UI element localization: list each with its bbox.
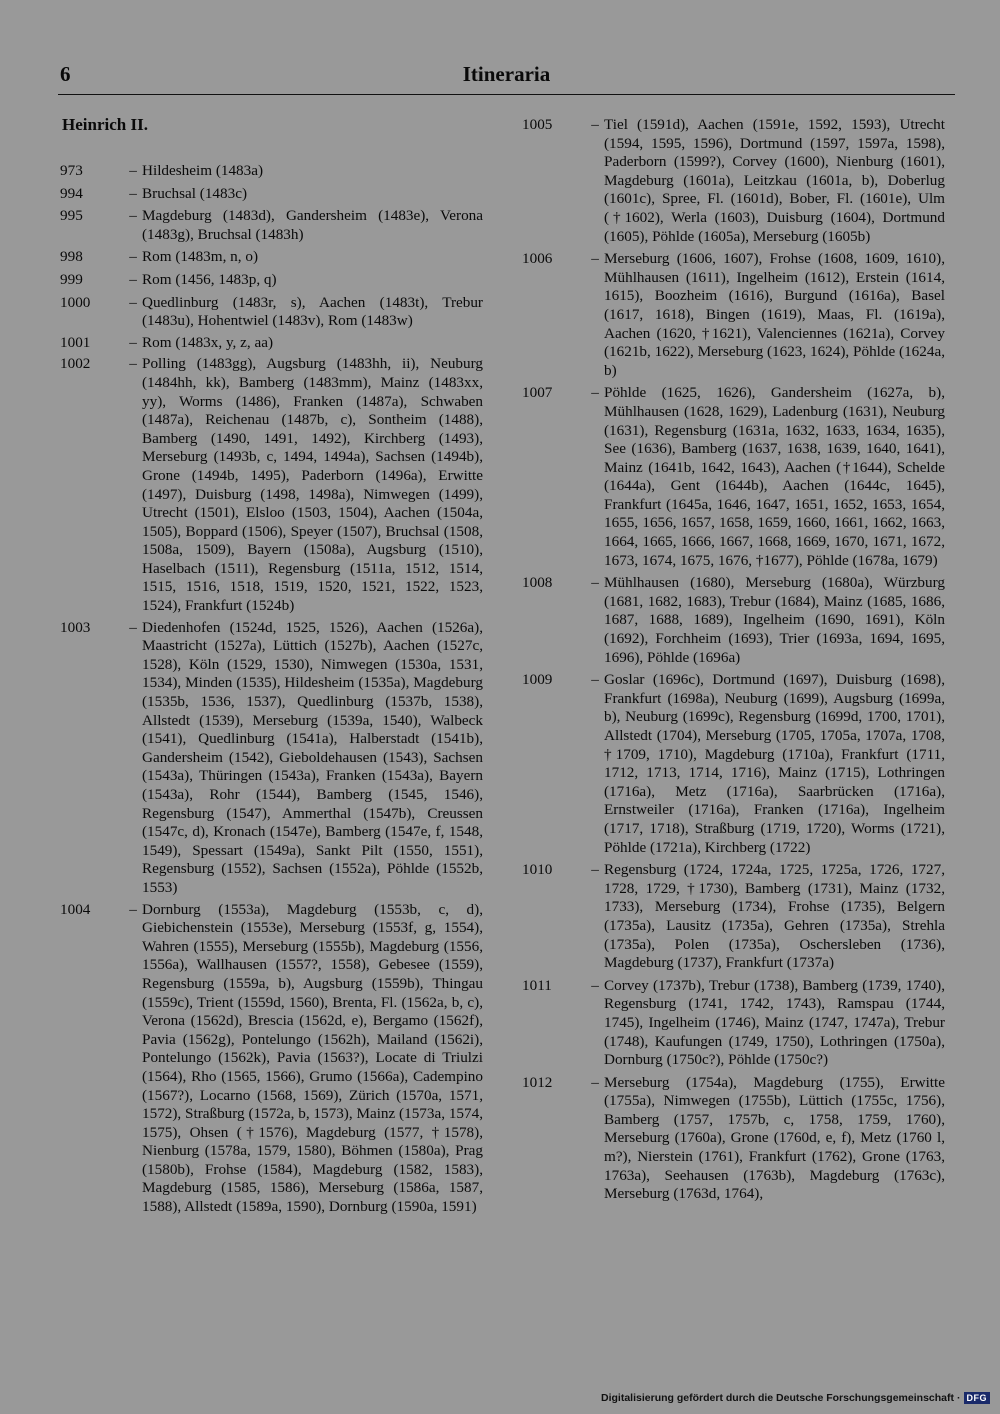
entry-places: Mühlhausen (1680), Merseburg (1680a), Würzburg (1681, 1682, 1683), Trebur (1684), Mainz (1685, 1686, 1687, 1688, 1689), Ingelheim (1690, 1691), Köln (1692), Forchheim (1693), Trier (1693a, 1694, 1695, 1696), Pöhlde (1696a)	[604, 574, 945, 666]
footer-credit: Digitalisierung gefördert durch die Deutsche Forschungsgemeinschaft	[601, 1392, 954, 1404]
entry-year: 1002	[60, 355, 91, 373]
entry-row	[520, 977, 945, 1070]
entry-row	[520, 384, 945, 570]
entry-dash: –	[591, 116, 599, 133]
entry-row	[58, 901, 483, 1217]
entry-year: 1009	[522, 671, 553, 689]
entry-dash: –	[129, 207, 137, 225]
entry-row	[58, 185, 483, 204]
entry-dash: –	[591, 574, 599, 592]
entry-row	[58, 619, 483, 898]
entry-dash: –	[129, 184, 137, 202]
entry-year: 1004	[60, 900, 91, 918]
entry-dash: –	[129, 355, 137, 373]
entry-year: 973	[60, 162, 83, 179]
entry-dash: –	[591, 976, 599, 994]
entry-places: Corvey (1737b), Trebur (1738), Bamberg (1739, 1740), Regensburg (1741, 1742, 1743), Ramspau (1744, 1745), Ingelheim (1746), Mainz (1747, 1747a), Trebur (1748), Kaufungen (1749, 1750), Lothringen (1750a), Dornburg (1750c?), Pöhlde (1750c?)	[604, 976, 945, 1069]
entry-row	[58, 248, 483, 267]
entry-dash: –	[591, 1073, 599, 1091]
entry-row	[520, 861, 945, 973]
left-column	[58, 162, 483, 1220]
dfg-logo: DFG	[964, 1392, 991, 1404]
entry-year: 1003	[60, 618, 91, 636]
footer: Digitalisierung gefördert durch die Deutsche Forschungsgemeinschaft · DFG	[601, 1392, 990, 1404]
entry-row	[520, 116, 945, 246]
entry-dash: –	[591, 384, 599, 402]
running-title: Itineraria	[462, 62, 551, 86]
entry-row	[520, 250, 945, 380]
entry-year: 994	[60, 184, 83, 202]
entry-dash: –	[129, 293, 137, 311]
entry-places: Merseburg (1754a), Magdeburg (1755), Erwitte (1755a), Nimwegen (1755b), Lüttich (1755c, 1756), Bamberg (1757, 1757b, c, 1758, 1759, 1760), Merseburg (1760a), Grone (1760d, e, f), Metz (1760 l, m?), Nierstein (1761), Frankfurt (1762), Grone (1763, 1763a), Seehausen (1763b), Magdeburg (1763c), Merseburg (1763d, 1764),	[604, 1073, 945, 1203]
entry-year: 995	[60, 207, 83, 225]
entry-row	[520, 574, 945, 667]
entry-year: 1008	[522, 574, 553, 592]
entry-places: Rom (1483x, y, z, aa)	[142, 333, 274, 351]
entry-dash: –	[129, 162, 137, 179]
entry-year: 1011	[522, 976, 552, 994]
entry-dash: –	[129, 333, 137, 351]
entry-row	[58, 294, 483, 331]
entry-row	[520, 1074, 945, 1204]
entry-places: Merseburg (1606, 1607), Frohse (1608, 1609, 1610), Mühlhausen (1611), Ingelheim (1612), Erstein (1614, 1615), Boozheim (1616), Burgund (1616a), Basel (1617, 1618), Bingen (1619), Maas, Fl. (1619a), Aachen (1620, †1621), Valenciennes (1621a), Corvey (1621b, 1622), Merseburg (1623, 1624), Pöhlde (1624a, b)	[604, 250, 945, 379]
entry-places: Magdeburg (1483d), Gandersheim (1483e), Verona (1483g), Bruchsal (1483h)	[142, 207, 483, 243]
entry-year: 1007	[522, 384, 553, 402]
entry-row	[58, 271, 483, 290]
entry-places: Bruchsal (1483c)	[142, 184, 248, 202]
page-number: 6	[60, 62, 71, 86]
entry-year: 1006	[522, 250, 553, 268]
entry-year: 1005	[522, 116, 553, 133]
entry-dash: –	[129, 900, 137, 918]
entry-places: Rom (1456, 1483p, q)	[142, 270, 277, 288]
entry-row	[58, 162, 483, 181]
section-heading: Heinrich II.	[62, 115, 148, 134]
entry-row	[58, 207, 483, 244]
entry-dash: –	[129, 270, 137, 288]
page-header	[58, 62, 955, 95]
entry-places: Goslar (1696c), Dortmund (1697), Duisburg (1698), Frankfurt (1698a), Neuburg (1699), Augsburg (1699a, b), Neuburg (1699c), Regensburg (1699d, 1700, 1701), Allstedt (1704), Merseburg (1705, 1705a, 1707a, 1708, †1709, 1710), Magdeburg (1710a), Frankfurt (1711, 1712, 1713, 1714, 1716), Mainz (1715), Lothringen (1716a), Metz (1716a), Saarbrücken (1716a), Ernstweiler (1716a), Franken (1716a), Ingelheim (1717, 1718), Straßburg (1719, 1720), Worms (1721), Pöhlde (1721a), Kirchberg (1722)	[604, 671, 945, 856]
entry-places: Tiel (1591d), Aachen (1591e, 1592, 1593), Utrecht (1594, 1595, 1596), Dortmund (1597, 1597a, 1598), Paderborn (1599?), Corvey (1600), Nienburg (1601), Magdeburg (1601a), Leitzkau (1601a, b), Doberlug (1601c), Spree, Fl. (1601d), Bober, Fl. (1601e), Ulm (†1602), Werla (1603), Duisburg (1604), Dortmund (1605), Pöhlde (1605a), Merseburg (1605b)	[604, 116, 945, 245]
entry-places: Diedenhofen (1524d, 1525, 1526), Aachen (1526a), Maastricht (1527a), Lüttich (1527b), Aachen (1527c, 1528), Köln (1529, 1530), Nimwegen (1530a, 1531, 1534), Minden (1535), Hildesheim (1535a), Magdeburg (1535b, 1536, 1537), Quedlinburg (1537b, 1538), Allstedt (1539), Merseburg (1539a, 1540), Walbeck (1541), Quedlinburg (1541a), Halberstadt (1541b), Gandersheim (1542), Gieboldehausen (1543), Sachsen (1543a), Thüringen (1543a), Franken (1543a), Bayern (1543a), Rohr (1544), Bamberg (1545, 1546), Regensburg (1547), Ammerthal (1547b), Creussen (1547c, d), Kronach (1547e), Bamberg (1547e, f, 1548, 1549), Spessart (1549a), Sankt Pilt (1550, 1551), Regensburg (1552), Sachsen (1552a), Pöhlde (1552b, 1553)	[142, 618, 483, 896]
entry-row	[58, 355, 483, 615]
entry-places: Polling (1483gg), Augsburg (1483hh, ii), Neuburg (1484hh, kk), Bamberg (1483mm), Mainz (1483xx, yy), Worms (1486), Franken (1487a), Schwaben (1487a), Reichenau (1487b, c), Sontheim (1488), Bamberg (1490, 1491, 1492), Kirchberg (1493), Merseburg (1493b, c, 1494, 1494a), Sachsen (1494b), Grone (1494b, 1495), Paderborn (1496a), Erwitte (1497), Duisburg (1498, 1498a), Nimwegen (1499), Utrecht (1501), Elsloo (1503, 1504), Aachen (1504a, 1505), Boppard (1506), Speyer (1507), Bruchsal (1508, 1508a, 1509), Bayern (1508a), Augsburg (1510), Haselbach (1511), Regensburg (1511a, 1512, 1514, 1515, 1516, 1518, 1519, 1520, 1521, 1522, 1523, 1524), Frankfurt (1524b)	[142, 355, 483, 615]
entry-places: Dornburg (1553a), Magdeburg (1553b, c, d), Giebichenstein (1553e), Merseburg (1553f, g, 1554), Wahren (1555), Merseburg (1555b), Magdeburg (1556, 1556a), Wallhausen (1557?, 1558), Gebesee (1559), Regensburg (1559a, b), Augsburg (1559b), Thingau (1559c), Trient (1559d, 1560), Brenta, Fl. (1562a, b, c), Verona (1562d), Brescia (1562d, e), Bergamo (1562f), Pavia (1562g), Pontelungo (1562h), Mailand (1562i), Pontelungo (1562k), Pavia (1563?), Locate di Triulzi (1564), Rho (1565, 1566), Grumo (1566a), Cadempino (1567?), Locarno (1568, 1569), Zürich (1570a, 1571, 1572), Straßburg (1572a, b, 1573), Mainz (1573a, 1574, 1575), Ohsen (†1576), Magdeburg (1577, †1578), Nienburg (1578a, 1579, 1580), Böhmen (1580a), Prag (1580b), Frohse (1584), Magdeburg (1582, 1583), Magdeburg (1585, 1586), Merseburg (1586a, 1587, 1588), Allstedt (1589a, 1590), Dornburg (1590a, 1591)	[142, 900, 483, 1216]
entry-year: 999	[60, 270, 83, 288]
entry-places: Regensburg (1724, 1724a, 1725, 1725a, 1726, 1727, 1728, 1729, †1730), Bamberg (1731), Mainz (1732, 1733), Merseburg (1734), Frohse (1735), Belgern (1735a), Lausitz (1735a), Gehren (1735a), Strehla (1735a), Polen (1735a), Oschersleben (1736), Magdeburg (1737), Frankfurt (1737a)	[604, 861, 945, 972]
entry-row	[520, 671, 945, 857]
entry-places: Rom (1483m, n, o)	[142, 248, 259, 266]
entry-places: Pöhlde (1625, 1626), Gandersheim (1627a, b), Mühlhausen (1628, 1629), Ladenburg (1631), Neuburg (1631), Regensburg (1631a, 1632, 1633, 1634, 1635), See (1636), Bamberg (1637, 1638, 1639, 1640, 1641), Mainz (1641b, 1642, 1643), Aachen (†1644), Schelde (1644a), Gent (1644b), Aachen (1644c, 1645), Frankfurt (1645a, 1646, 1647, 1651, 1652, 1653, 1654, 1655, 1656, 1657, 1658, 1659, 1660, 1661, 1662, 1663, 1664, 1665, 1666, 1667, 1668, 1669, 1670, 1671, 1672, 1673, 1674, 1675, 1676, †1677), Pöhlde (1678a, 1679)	[604, 384, 945, 569]
right-column	[520, 116, 945, 1208]
entry-year: 1000	[60, 293, 91, 311]
entry-year: 998	[60, 248, 83, 266]
entry-dash: –	[591, 250, 599, 268]
entry-dash: –	[129, 618, 137, 636]
entry-dash: –	[591, 861, 599, 879]
entry-places: Quedlinburg (1483r, s), Aachen (1483t), Trebur (1483u), Hohentwiel (1483v), Rom (1483w)	[142, 293, 483, 330]
entry-row	[58, 334, 483, 353]
entry-places: Hildesheim (1483a)	[142, 162, 264, 179]
entry-year: 1010	[522, 861, 553, 879]
entry-dash: –	[129, 248, 137, 266]
entry-year: 1012	[522, 1073, 553, 1091]
entry-year: 1001	[60, 333, 91, 351]
entry-dash: –	[591, 671, 599, 689]
